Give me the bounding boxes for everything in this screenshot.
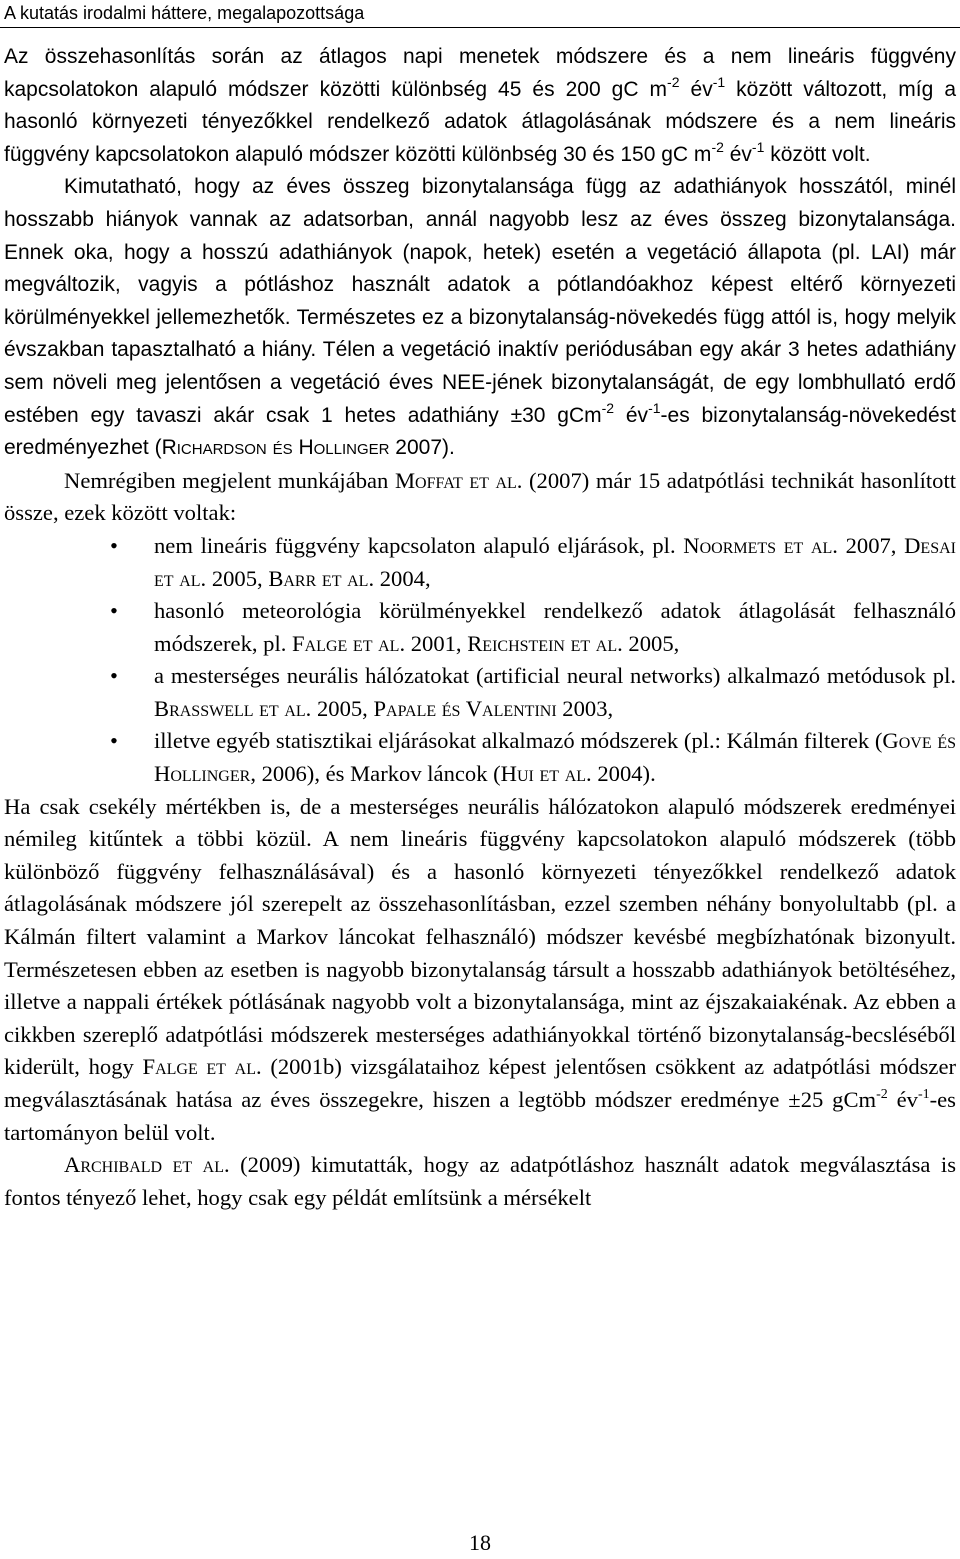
citation: Hui et al. [500, 761, 592, 787]
citation: Archibald et al. [64, 1152, 230, 1178]
paragraph-archibald: Archibald et al. (2009) kimutatták, hogy az adatpótláshoz használt adatok megválasztása is fontos tényező lehet, hogy csak egy példát említsünk a mérsékelt [4, 1152, 956, 1210]
paragraph-comparison-results: Az összehasonlítás során az átlagos napi menetek módszere és a nem lineáris függvény kapcsolatokon alapuló módszer közötti különbség 45 és 200 gC $m^{-2}$ $év^{-1}$ között változott, míg a hasonló környezeti tényezőkkel rendelkező adatok átlagolásának módszere és a nem lineáris függvény kapcsolatokon alapuló módszer közötti különbség 30 és 150 gC $m^{-2}$ $év^{-1}$ között volt. [4, 45, 956, 166]
citation: Moffat et al. [394, 467, 523, 493]
citation: Barr et al. [268, 565, 375, 591]
running-header-title: A kutatás irodalmi háttere, megalapozottsága [4, 3, 365, 23]
citation: Gove és Hollinger [154, 728, 956, 787]
document-body [4, 41, 956, 1214]
citation: Falge et al. [292, 630, 406, 656]
citation: Papale és Valentini [373, 695, 557, 721]
bullet-icon: • [110, 663, 118, 689]
citation: Richardson és Hollinger [161, 436, 390, 460]
paragraph-gap-length-uncertainty: Kimutatható, hogy az éves összeg bizonytalansága függ az adathiányok hosszától, minél hosszabb hiányok vannak az adatsorban, annál nagyobb lesz az éves összeg bizonytalansága. Ennek oka, hogy a hosszú adathiányok (napok, hetek) esetén a vegetáció állapota (pl. LAI) már megváltozik, vagyis a pótláshoz használt adatok a pótlandóakhoz képest eltérő környezeti körülményekkel jellemezhetők. Természetes ez a bizonytalanság-növekedés függ attól is, hogy melyik évszakban tapasztalható a hiány. Télen a vegetáció inaktív periódusában egy akár 3 hetes adathiány sem növeli meg jelentősen a vegetáció éves NEE-jének bizonytalanságát, de egy lombhullató erdő estében egy tavaszi akár csak 1 hetes adathiány ±30 gCm$^{-2}$ $év^{-1}-es$ bizonytalanság-növekedést eredményezhet (Richardson és Hollinger 2007). [4, 175, 956, 460]
paragraph-method-performance: Ha csak csekély mértékben is, de a mesterséges neurális hálózatokon alapuló módszerek eredményei némileg kitűntek a többi közül. A nem lineáris függvény kapcsolatokon alapuló módszerek (több különböző függvény felhasználásával) és a hasonló környezeti tényezőkkel rendelkező adatok átlagolásának módszere jól szerepelt az összehasonlításban, ezzel szemben néhány bonyolultabb (pl. a Kálmán filtert valamint a Markov láncokat felhasználó) módszer kevésbé megbízhatónak bizonyult. Természetesen ebben az esetben is nagyobb bizonytalanság társult a hosszabb adathiányok betöltéséhez, illetve a nappali értékek pótlásának nagyobb volt a bizonytalansága, mint az éjszakaiakénak. Az ebben a cikkben szereplő adatpótlási módszerek mesterséges adathiányokkal történő bizonytalanság-becsléséből kiderült, hogy Falge et al. (2001b) vizsgálataihoz képest jelentősen csökkent az adatpótlási módszer megválasztásának hatása az éves összegekre, hiszen a legtöbb módszer eredménye ±25 gCm$^{-2}$ $év^{-1}-es$ tartományon belül volt. [4, 793, 956, 1145]
list-item: • a mesterséges neurális hálózatokat (artificial neural networks) alkalmazó metódusok pl. Brasswell et al. 2005, Papale és Valentini 2003, [154, 660, 956, 725]
bullet-icon: • [110, 532, 118, 558]
citation: Falge et al. [142, 1054, 262, 1080]
paragraph-moffat-comparison: Nemrégiben megjelent munkájában Moffat et al. (2007) már 15 adatpótlási technikát hasonlított össze, ezek között voltak: [4, 467, 956, 526]
header-divider [0, 27, 960, 28]
citation: Reichstein et al. [467, 630, 623, 656]
list-item: • hasonló meteorológia körülményekkel rendelkező adatok átlagolását felhasználó módszerek, pl. Falge et al. 2001, Reichstein et al. 2005, [154, 595, 956, 660]
bullet-icon: • [110, 728, 118, 754]
gap-filling-methods-list [4, 530, 956, 791]
running-header [0, 0, 960, 24]
list-item: • nem lineáris függvény kapcsolaton alapuló eljárások, pl. Noormets et al. 2007, Desai et al. 2005, Barr et al. 2004, [154, 530, 956, 595]
citation: Brasswell et al. [154, 695, 312, 721]
list-item: • illetve egyéb statisztikai eljárásokat alkalmazó módszerek (pl.: Kálmán filterek (Gove és Hollinger, 2006), és Markov láncok (Hui et al. 2004). [154, 725, 956, 790]
page-number: 18 [469, 1530, 491, 1555]
bullet-icon: • [110, 598, 118, 624]
citation: Noormets et al. [683, 532, 838, 558]
citation: Desai et al. [154, 532, 956, 591]
